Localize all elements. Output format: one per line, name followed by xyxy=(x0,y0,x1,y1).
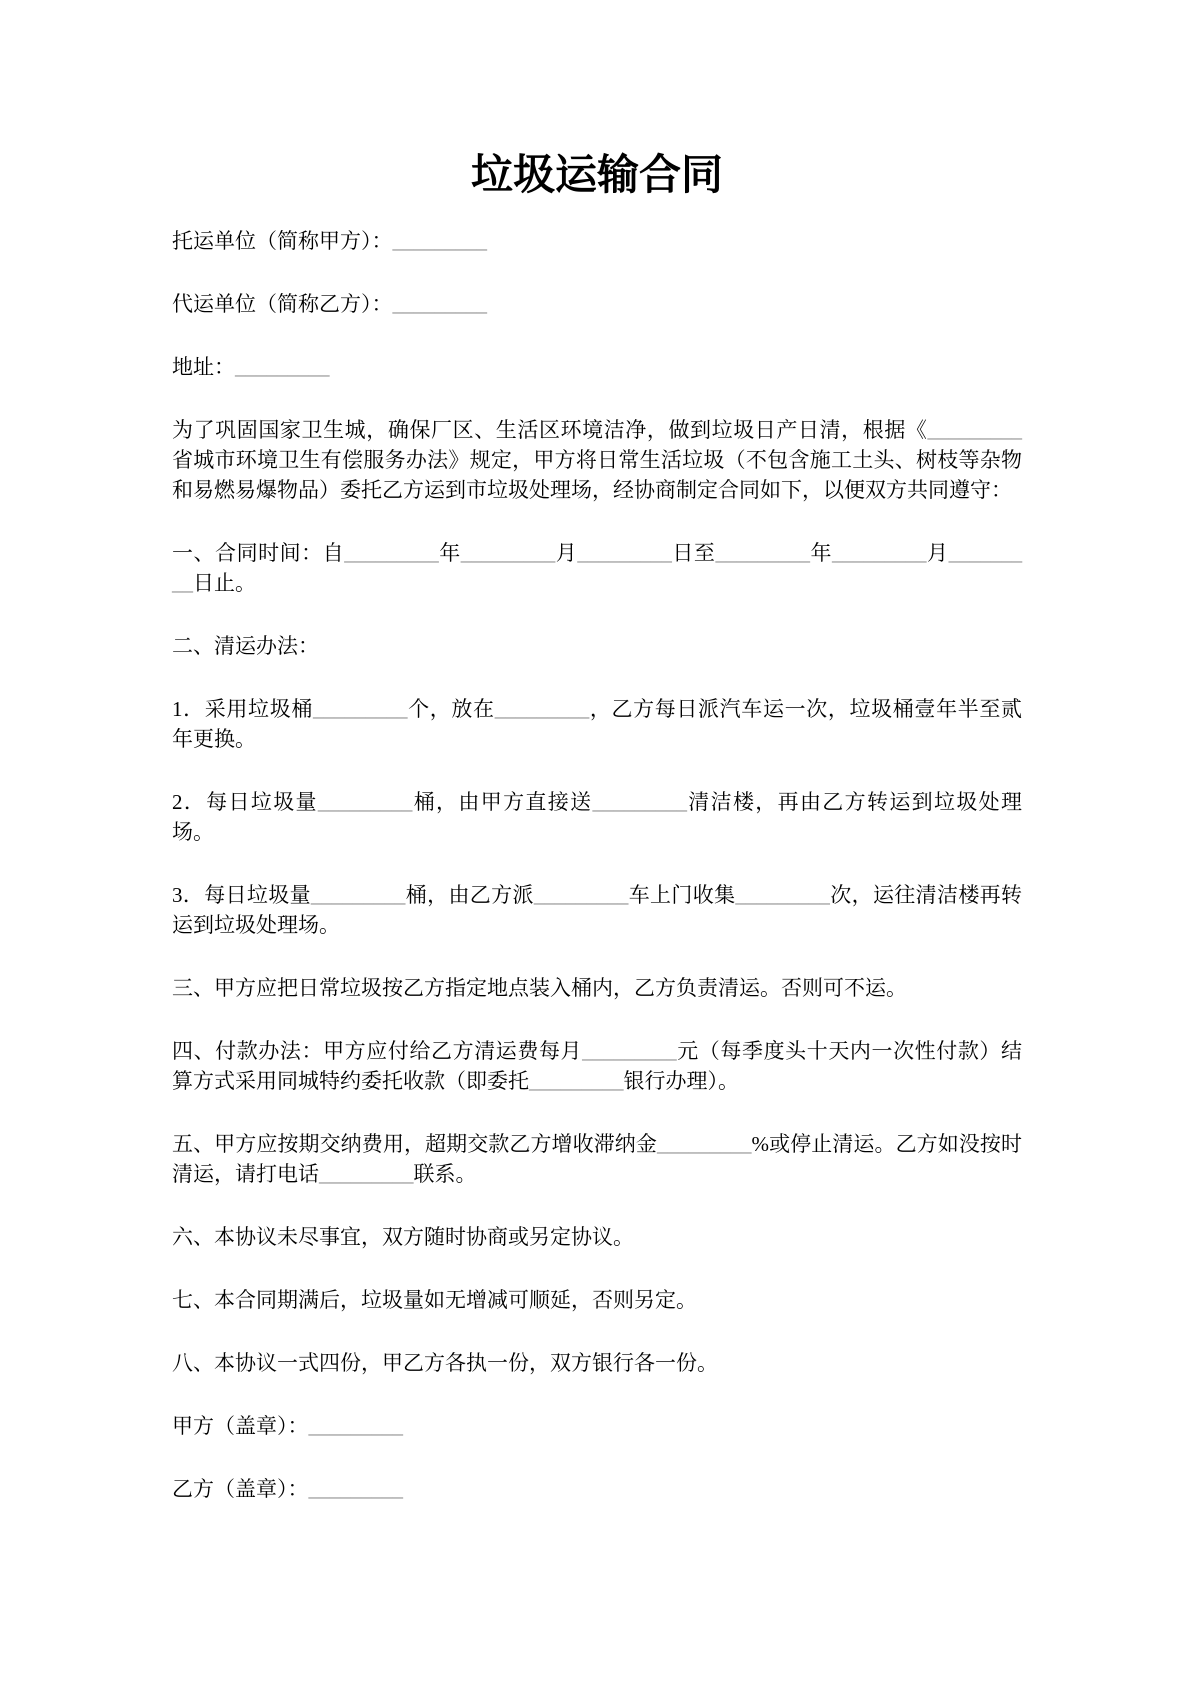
clause-2-heading: 二、清运办法： xyxy=(172,634,319,658)
fill-in-blank: _________ xyxy=(310,883,406,907)
fill-in-blank: _________ xyxy=(308,1477,403,1501)
fill-in-blank: _________ xyxy=(392,229,487,253)
fill-in-blank: _________ xyxy=(582,1039,677,1063)
fill-in-blank: _________ xyxy=(533,883,629,907)
document-title: 垃圾运输合同 xyxy=(470,153,723,199)
fill-in-blank: _________ xyxy=(312,697,408,721)
clause-3: 三、甲方应把日常垃圾按乙方指定地点装入桶内，乙方负责清运。否则可不运。 xyxy=(172,976,907,1000)
clause-5-late-fee: 五、甲方应按期交纳费用，超期交款乙方增收滞纳金_________%或停止清运。乙方如没按时清运，请打电话_________联系。 xyxy=(172,1132,1023,1186)
fill-in-blank: _________ xyxy=(460,541,556,565)
clause-7: 七、本合同期满后，垃圾量如无增减可顺延，否则另定。 xyxy=(172,1288,697,1312)
fill-in-blank: _________ xyxy=(927,418,1022,442)
field-party-a: 托运单位（简称甲方）：_________ xyxy=(172,229,487,253)
fill-in-blank: _________ xyxy=(656,1132,752,1156)
field-party-a-seal: 甲方（盖章）：_________ xyxy=(172,1414,403,1438)
fill-in-blank: _________ xyxy=(319,1162,414,1186)
clause-1-term: 一、合同时间：自_________年_________月_________日至_________年_________月_________日止。 xyxy=(172,541,1023,595)
clause-4-payment: 四、付款办法：甲方应付给乙方清运费每月_________元（每季度头十天内一次性付款）结算方式采用同城特约委托收款（即委托_________银行办理）。 xyxy=(172,1039,1023,1093)
fill-in-blank: _________ xyxy=(308,1414,403,1438)
fill-in-blank: _________ xyxy=(529,1069,624,1093)
field-party-b-seal: 乙方（盖章）：_________ xyxy=(172,1477,403,1501)
fill-in-blank: _________ xyxy=(494,697,590,721)
clause-2-item-1: 1．采用垃圾桶_________个，放在_________，乙方每日派汽车运一次，垃圾桶壹年半至贰年更换。 xyxy=(172,697,1022,751)
clause-2-item-3: 3．每日垃圾量_________桶，由乙方派_________车上门收集_________次，运往清洁楼再转运到垃圾处理场。 xyxy=(172,883,1023,937)
fill-in-blank: _________ xyxy=(715,541,810,565)
field-party-b: 代运单位（简称乙方）：_________ xyxy=(172,292,487,316)
fill-in-blank: _________ xyxy=(735,883,830,907)
field-address: 地址：_________ xyxy=(172,355,330,379)
clause-6: 六、本协议未尽事宜，双方随时协商或另定协议。 xyxy=(172,1225,634,1249)
fill-in-blank: _________ xyxy=(392,292,487,316)
fill-in-blank: _________ xyxy=(317,790,413,814)
fill-in-blank: _________ xyxy=(577,541,672,565)
fill-in-blank: _________ xyxy=(172,541,1023,595)
preamble: 为了巩固国家卫生城，确保厂区、生活区环境洁净，做到垃圾日产日清，根据《_________省城市环境卫生有偿服务办法》规定，甲方将日常生活垃圾（不包含施工土头、树枝等杂物和易燃易爆物品）委托乙方运到市垃圾处理场，经协商制定合同如下，以便双方共同遵守： xyxy=(172,418,1022,502)
fill-in-blank: _________ xyxy=(592,790,687,814)
fill-in-blank: _________ xyxy=(344,541,439,565)
clause-8: 八、本协议一式四份，甲乙方各执一份，双方银行各一份。 xyxy=(172,1351,718,1375)
fill-in-blank: _________ xyxy=(235,355,330,379)
clause-2-item-2: 2．每日垃圾量_________桶，由甲方直接送_________清洁楼，再由乙方转运到垃圾处理场。 xyxy=(172,790,1023,844)
fill-in-blank: _________ xyxy=(832,541,927,565)
